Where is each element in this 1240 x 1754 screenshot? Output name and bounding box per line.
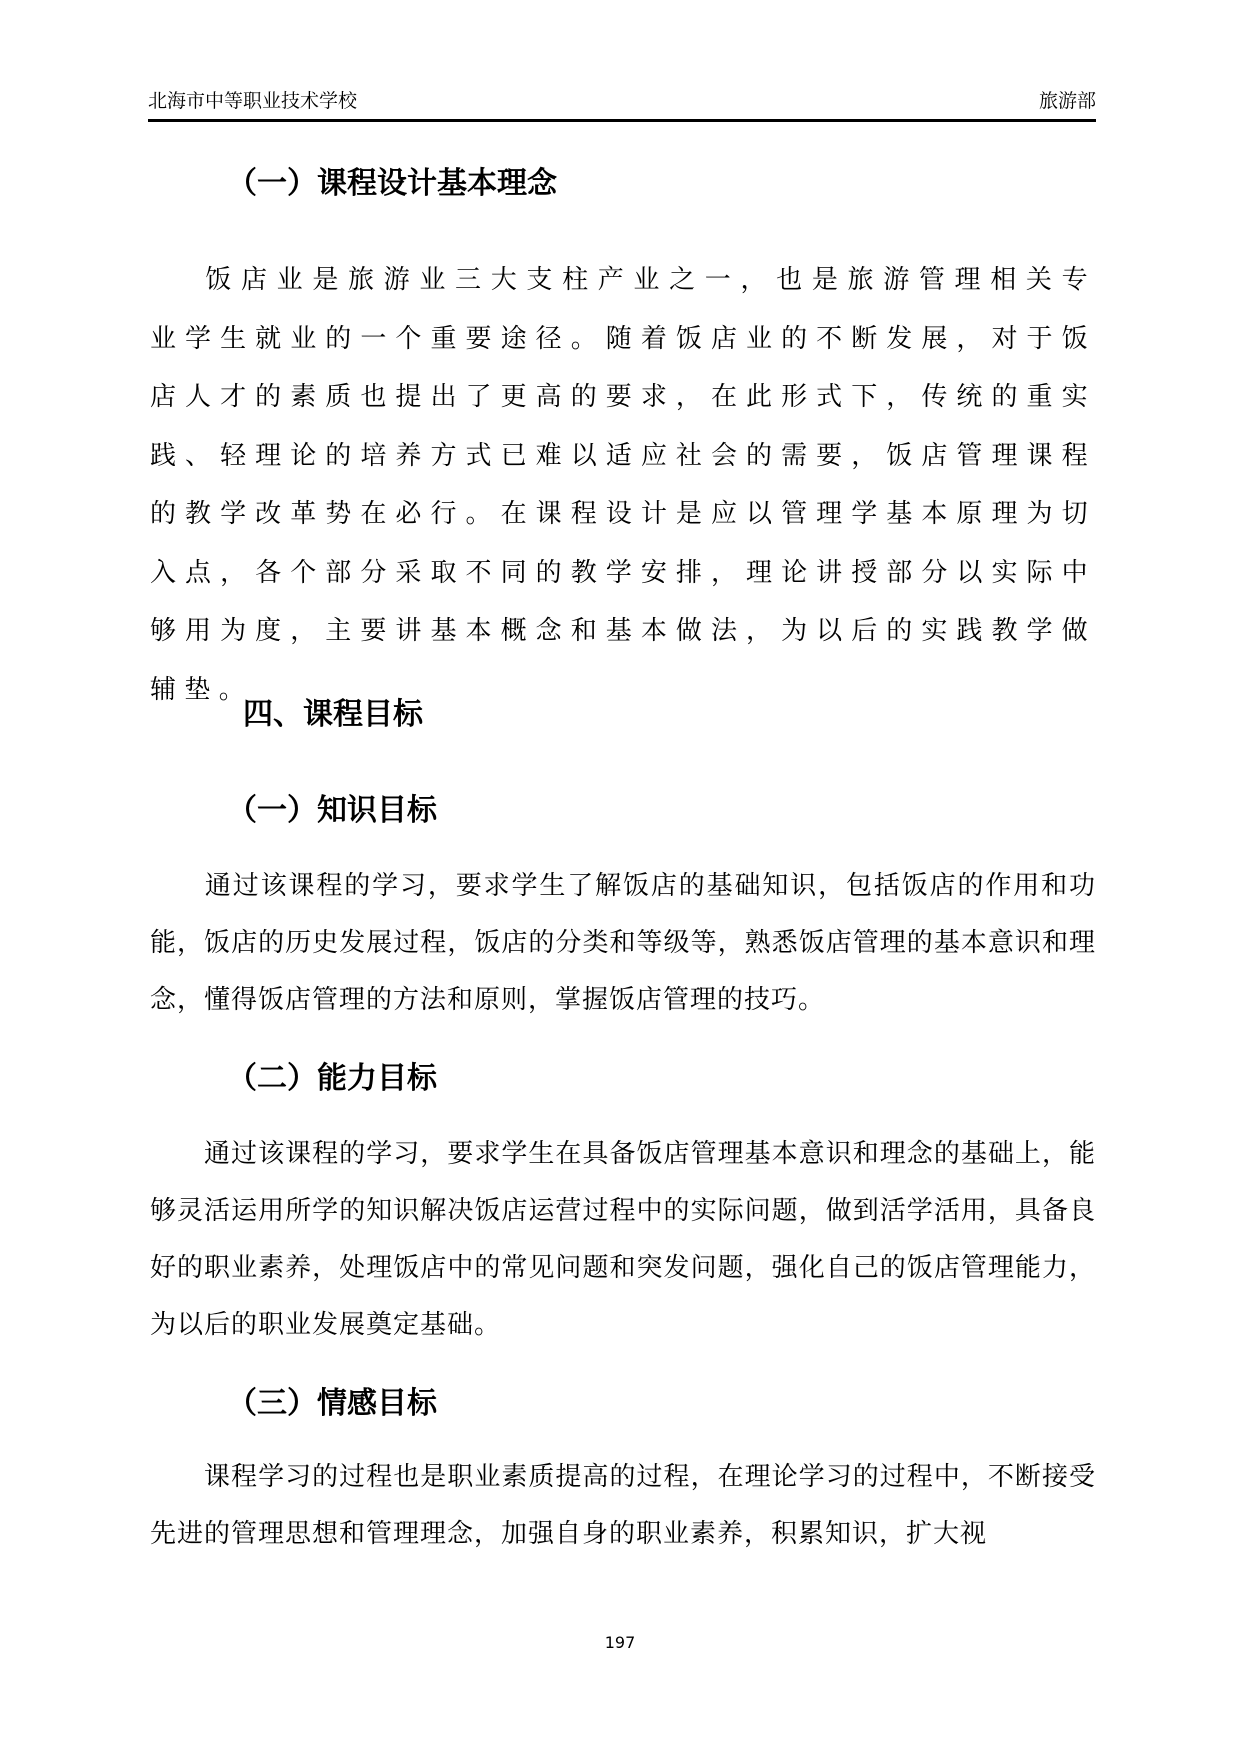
paragraph-knowledge-goals-text: 通过该课程的学习，要求学生了解饭店的基础知识，包括饭店的作用和功能，饭店的历史发展过程，饭店的分类和等级等，熟悉饭店管理的基本意识和理念，懂得饭店管理的方法和原则，掌握饭店管理的技巧。 [150,871,1096,1015]
paragraph-course-concept-text: 饭店业是旅游业三大支柱产业之一，也是旅游管理相关专业学生就业的一个重要途径。随着饭店业的不断发展，对于饭店人才的素质也提出了更高的要求，在此形式下，传统的重实践、轻理论的培养方式已难以适应社会的需要，饭店管理课程的教学改革势在必行。在课程设计是应以管理学基本原理为切入点，各个部分采取不同的教学安排，理论讲授部分以实际中够用为度，主要讲基本概念和基本做法，为以后的实践教学做辅垫。 [150,265,1096,705]
paragraph-ability-goals [150,1126,1096,1354]
header-school-name: 北海市中等职业技术学校 [148,90,358,112]
section-heading-ability-goals: （二）能力目标 [227,1061,437,1096]
paragraph-emotion-goals [150,1449,1096,1563]
paragraph-course-concept [150,251,1096,705]
header-department: 旅游部 [1038,90,1096,112]
paragraph-ability-goals-text: 通过该课程的学习，要求学生在具备饭店管理基本意识和理念的基础上，能够灵活运用所学的知识解决饭店运营过程中的实际问题，做到活学活用，具备良好的职业素养，处理饭店中的常见问题和突发问题，强化自己的饭店管理能力，为以后的职业发展奠定基础。 [150,1139,1096,1340]
page-number: 197 [604,1633,636,1652]
section-heading-course-goals: 四、课程目标 [243,697,423,732]
paragraph-emotion-goals-text: 课程学习的过程也是职业素质提高的过程，在理论学习的过程中，不断接受先进的管理思想和管理理念，加强自身的职业素养，积累知识，扩大视 [150,1462,1096,1549]
section-heading-knowledge-goals: （一）知识目标 [227,793,437,828]
page-header [148,86,1096,116]
section-heading-emotion-goals: （三）情感目标 [227,1386,437,1421]
header-divider [148,119,1096,122]
section-heading-course-concept: （一）课程设计基本理念 [227,166,557,201]
paragraph-knowledge-goals [150,858,1096,1029]
